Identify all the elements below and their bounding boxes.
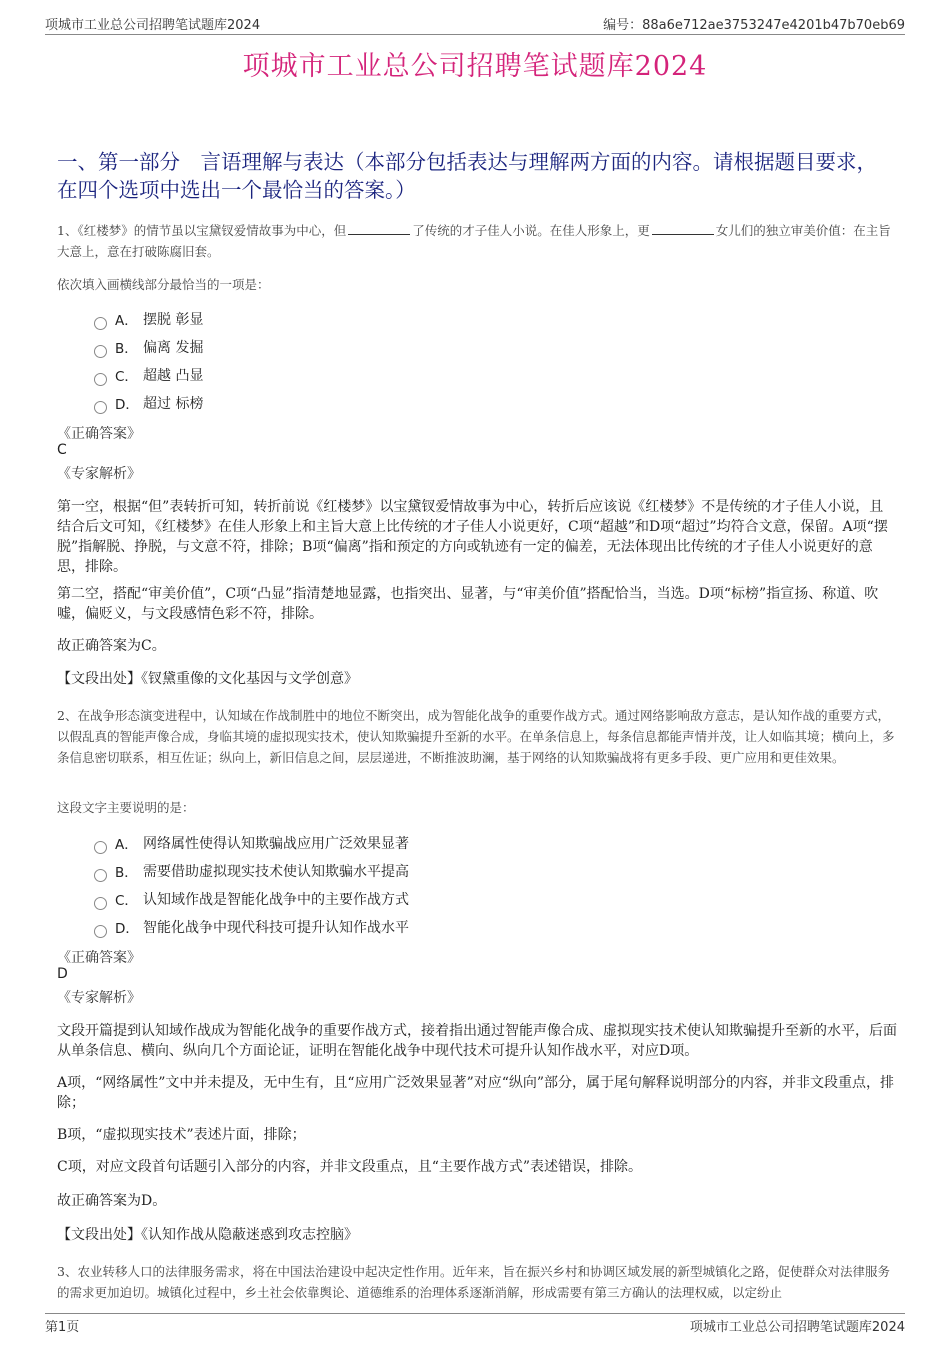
footer-doc-title: 项城市工业总公司招聘笔试题库2024 <box>689 1320 905 1335</box>
question-1-stem-part-c: 女儿们的独立审美价值：在主旨大意上，意在打破陈腐旧套。 <box>57 223 891 259</box>
question-1-stem-part-a: 1、《红楼梦》的情节虽以宝黛钗爱情故事为中心，但 <box>57 223 347 238</box>
option-text: 网络属性使得认知欺骗战应用广泛效果显著 <box>143 836 409 852</box>
question-3-stem: 3、农业转移人口的法律服务需求，将在中国法治建设中起决定性作用。近年来，旨在振兴乡村和协调区域发展的新型城镇化之路，促使群众对法律服务的需求更加迫切。城镇化过程中，乡土社会依靠舆论、道德维系的治理体系逐渐消解，形成需要有第三方确认的法理权威，以定纷止 <box>57 1264 890 1300</box>
question-2-options <box>94 829 409 941</box>
fill-blank-1 <box>348 234 410 235</box>
option-text: 需要借助虚拟现实技术使认知欺骗水平提高 <box>143 864 409 880</box>
option-d[interactable] <box>94 913 409 941</box>
question-1-options <box>94 305 203 417</box>
option-letter: B． <box>115 865 138 881</box>
option-letter: D． <box>115 397 139 413</box>
option-text: 智能化战争中现代科技可提升认知作战水平 <box>143 920 409 936</box>
radio-button-icon[interactable] <box>94 897 107 910</box>
radio-button-icon[interactable] <box>94 401 107 414</box>
option-a[interactable] <box>94 829 409 857</box>
option-b[interactable] <box>94 333 203 361</box>
page-footer <box>45 1313 905 1335</box>
radio-button-icon[interactable] <box>94 345 107 358</box>
radio-button-icon[interactable] <box>94 841 107 854</box>
fill-blank-2 <box>652 234 714 235</box>
option-text: 超过 标榜 <box>143 396 204 412</box>
option-letter: C． <box>115 893 138 909</box>
option-a[interactable] <box>94 305 203 333</box>
source-citation: 【文段出处】《钗黛重像的文化基因与文学创意》 <box>57 671 358 687</box>
question-2-stem: 2、在战争形态演变进程中，认知域在作战制胜中的地位不断突出，成为智能化战争的重要作战方式。通过网络影响敌方意志，是认知作战的重要方式，以假乱真的智能声像合成，身临其境的虚拟现实技术，使认知欺骗提升至新的水平。在单条信息上，每条信息都能声情并茂，让人如临其境；横向上，多条信息密切联系，相互佐证；纵向上，新旧信息之间，层层递进，不断推波助澜，基于网络的认知欺骗战将有更多手段、更广应用和更佳效果。 <box>57 708 895 765</box>
option-letter: D． <box>115 921 139 937</box>
analysis-conclusion: 故正确答案为C。 <box>57 638 166 654</box>
analysis-paragraph: B项，“虚拟现实技术”表述片面，排除； <box>57 1127 306 1143</box>
page-header <box>45 14 905 35</box>
question-1-prompt: 依次填入画横线部分最恰当的一项是： <box>57 277 270 292</box>
page-title: 项城市工业总公司招聘笔试题库2024 <box>242 51 708 82</box>
option-text: 认知域作战是智能化战争中的主要作战方式 <box>143 892 409 908</box>
option-text: 摆脱 彰显 <box>143 312 204 328</box>
option-d[interactable] <box>94 389 203 417</box>
source-citation: 【文段出处】《认知作战从隐蔽迷惑到攻志控脑》 <box>57 1227 358 1243</box>
section-heading: 一、第一部分 言语理解与表达（本部分包括表达与理解两方面的内容。请根据题目要求，在四个选项中选出一个最恰当的答案。） <box>57 150 877 202</box>
answer-label: 《正确答案》 <box>57 426 141 442</box>
analysis-paragraph: C项，对应文段首句话题引入部分的内容，并非文段重点，且“主要作战方式”表述错误，排除。 <box>57 1159 643 1175</box>
question-2-prompt: 这段文字主要说明的是： <box>57 800 195 815</box>
answer-value: C <box>57 442 67 458</box>
option-letter: B． <box>115 341 138 357</box>
radio-button-icon[interactable] <box>94 925 107 938</box>
option-c[interactable] <box>94 885 409 913</box>
option-b[interactable] <box>94 857 409 885</box>
analysis-paragraph: 第二空，搭配“审美价值”，C项“凸显”指清楚地显露，也指突出、显著，与“审美价值”搭配恰当，当选。D项“标榜”指宣扬、称道、吹嘘，偏贬义，与文段感情色彩不符，排除。 <box>57 586 879 622</box>
radio-button-icon[interactable] <box>94 317 107 330</box>
radio-button-icon[interactable] <box>94 373 107 386</box>
analysis-paragraph: 文段开篇提到认知域作战成为智能化战争的重要作战方式，接着指出通过智能声像合成、虚拟现实技术使认知欺骗提升至新的水平，后面从单条信息、横向、纵向几个方面论证，证明在智能化战争中现代技术可提升认知作战水平，对应D项。 <box>57 1023 897 1059</box>
analysis-label: 《专家解析》 <box>57 466 141 482</box>
analysis-paragraph: 第一空，根据“但”表转折可知，转折前说《红楼梦》以宝黛钗爱情故事为中心，转折后应该说《红楼梦》不是传统的才子佳人小说，且结合后文可知，《红楼梦》在佳人形象上和主旨大意上比传统的才子佳人小说更好，C项“超越”和D项“超过”均符合文意，保留。A项“摆脱”指解脱、挣脱，与文意不符，排除；B项“偏离”指和预定的方向或轨迹有一定的偏差，无法体现出比传统的才子佳人小说更好的意思，排除。 <box>57 499 888 575</box>
option-letter: C． <box>115 369 138 385</box>
header-doc-title: 项城市工业总公司招聘笔试题库2024 <box>45 18 261 33</box>
page-number: 第1页 <box>45 1320 80 1335</box>
option-letter: A． <box>115 313 138 329</box>
question-1-stem-part-b: 了传统的才子佳人小说。在佳人形象上，更 <box>412 223 650 238</box>
option-text: 超越 凸显 <box>143 368 204 384</box>
option-text: 偏离 发掘 <box>143 340 204 356</box>
radio-button-icon[interactable] <box>94 869 107 882</box>
question-1-stem <box>57 220 897 262</box>
analysis-conclusion: 故正确答案为D。 <box>57 1193 167 1209</box>
answer-label: 《正确答案》 <box>57 950 141 966</box>
option-letter: A． <box>115 837 138 853</box>
analysis-paragraph: A项，“网络属性”文中并未提及，无中生有，且“应用广泛效果显著”对应“纵向”部分，属于尾句解释说明部分的内容，并非文段重点，排除； <box>57 1075 895 1111</box>
answer-value: D <box>57 966 68 982</box>
analysis-label: 《专家解析》 <box>57 990 141 1006</box>
header-doc-id: 编号：88a6e712ae3753247e4201b47b70eb69 <box>603 18 905 33</box>
option-c[interactable] <box>94 361 203 389</box>
